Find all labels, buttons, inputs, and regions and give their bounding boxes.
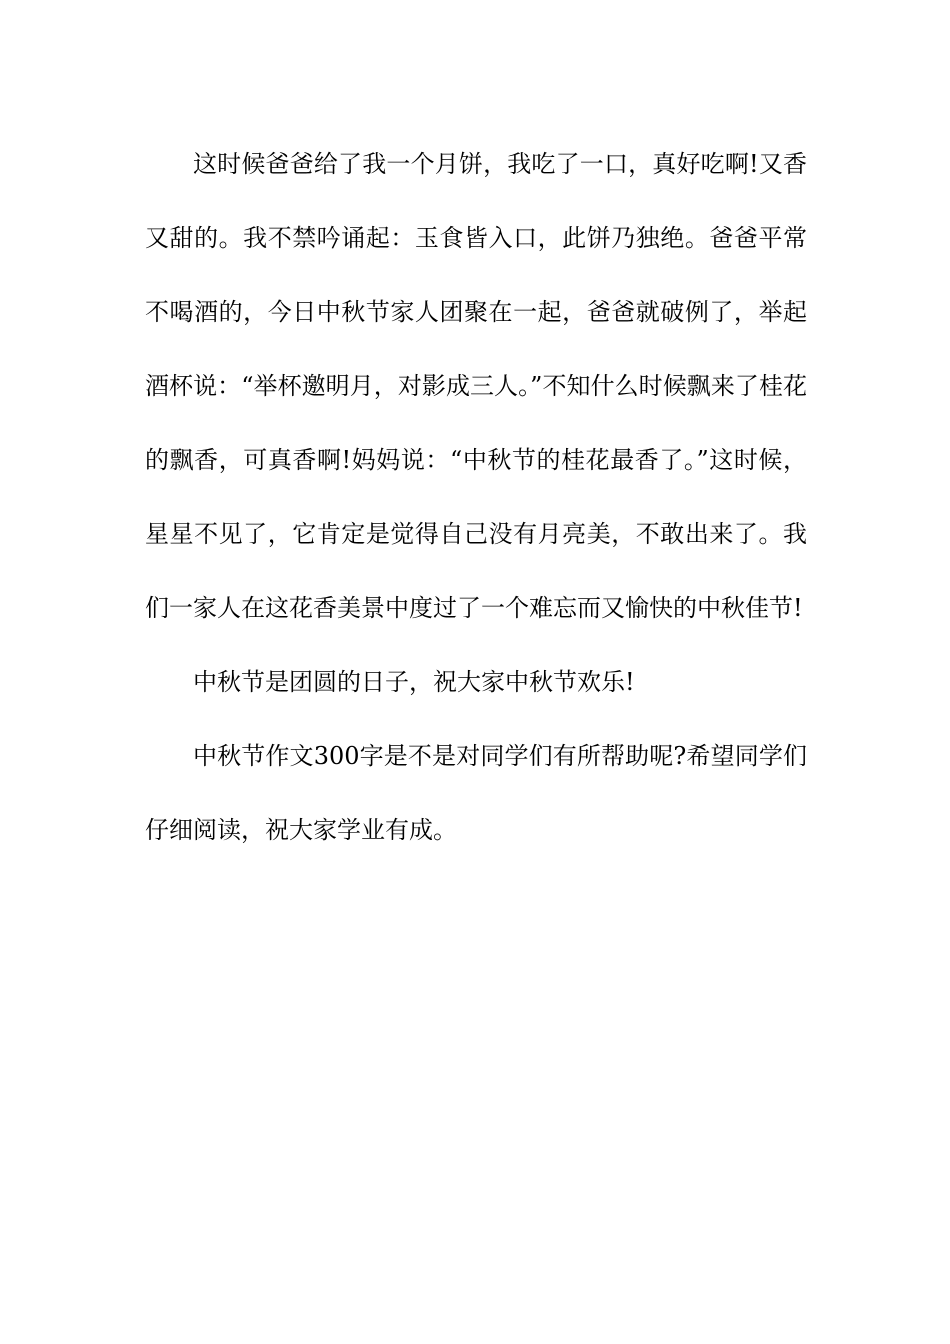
paragraph-blessing: 中秋节是团圆的日子，祝大家中秋节欢乐! — [193, 668, 635, 696]
paragraph-mooncake-story: 这时候爸爸给了我一个月饼，我吃了一口，真好吃啊!又香又甜的。我不禁吟诵起：玉食皆入口，此饼乃独绝。爸爸平常不喝酒的，今日中秋节家人团聚在一起，爸爸就破例了，举起酒杯说：“举杯邀明月，对影成三人。”不知什么时候飘来了桂花的飘香，可真香啊!妈妈说：“中秋节的桂花最香了。”这时候，星星不见了，它肯定是觉得自己没有月亮美，不敢出来了。我们一家人在这花香美景中度过了一个难忘而又愉快的中秋佳节! — [145, 150, 807, 622]
document-body — [145, 127, 807, 867]
paragraph-closing: 中秋节作文300字是不是对同学们有所帮助呢?希望同学们仔细阅读，祝大家学业有成。 — [145, 742, 807, 844]
